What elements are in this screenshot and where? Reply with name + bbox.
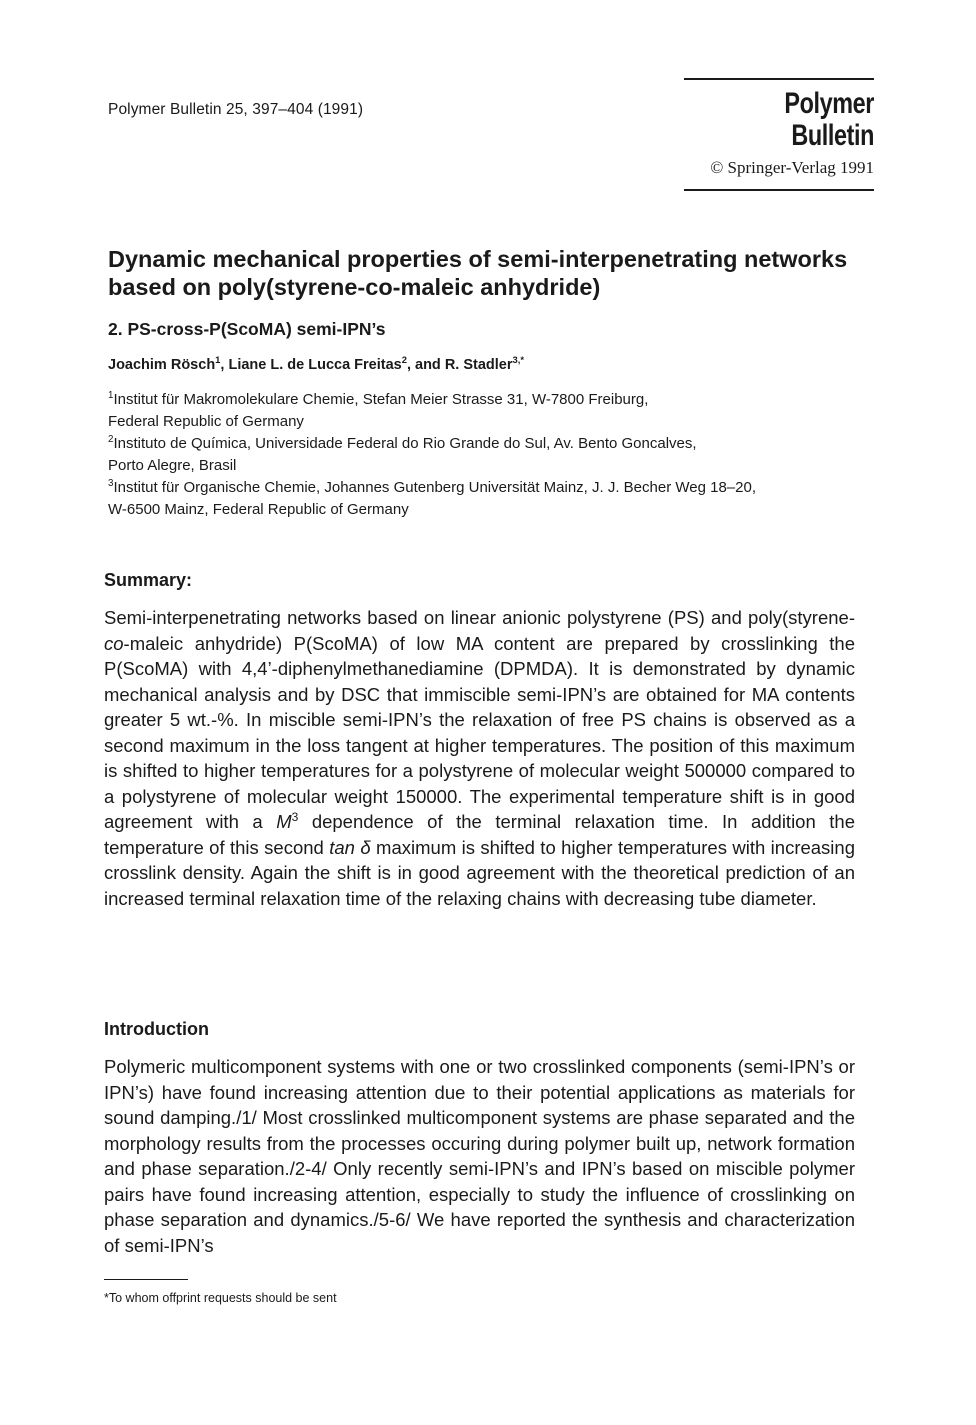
summary-text-3: dependence of the terminal relaxation time. In addition the temperature of this second: [104, 811, 855, 858]
copyright: © Springer-Verlag 1991: [710, 158, 874, 177]
brand-rule-bottom: [684, 189, 874, 191]
affiliation-cont: Porto Alegre, Brasil: [108, 457, 237, 474]
footnote-mark: *: [104, 1291, 109, 1305]
author-1: Joachim Rösch: [108, 357, 216, 373]
affiliation-cont: Federal Republic of Germany: [108, 413, 304, 430]
footnote: [104, 1291, 337, 1305]
affiliation-text: Instituto de Química, Universidade Federal do Rio Grande do Sul, Av. Bento Goncalves,: [113, 435, 697, 452]
summary-text-1: Semi-interpenetrating networks based on linear anionic polystyrene (PS) and poly(styrene-: [104, 607, 855, 628]
summary-heading: Summary:: [104, 570, 193, 590]
footnote-text: To whom offprint requests should be sent: [108, 1291, 337, 1305]
footnote-rule: [104, 1279, 188, 1280]
brand-rule-top: [684, 78, 874, 80]
author-1-sup: 1: [215, 354, 221, 366]
introduction-paragraph: [104, 1054, 855, 1258]
introduction-heading: Introduction: [104, 1019, 209, 1039]
affiliation-sup: 2: [108, 434, 114, 445]
article-subtitle: 2. PS-cross-P(ScoMA) semi-IPN’s: [108, 319, 386, 339]
affiliation-cont: W-6500 Mainz, Federal Republic of Germany: [108, 501, 409, 518]
summary-text-2: -maleic anhydride) P(ScoMA) of low MA content are prepared by crosslinking the P(ScoMA) with 4,4’-diphenylmethanediamine (DPMDA). It is demonstrated by dynamic mechanical analysis and by DSC that immiscible semi-IPN’s are obtained for MA contents greater 5 wt.-%. In miscible semi-IPN’s the relaxation of free PS chains is observed as a second maximum in the loss tangent at higher temperatures. The position of this maximum is shifted to higher temperatures for a polystyrene of molecular weight 500000 compared to a polystyrene of molecular weight 150000. The experimental temperature shift is in good agreement with a: [104, 632, 855, 832]
affiliation-3: [108, 477, 868, 521]
article-title: Dynamic mechanical properties of semi-interpenetrating networks based on poly(styrene-co-maleic anhydride): [108, 246, 848, 300]
author-list: [108, 354, 525, 373]
affiliation-2: [108, 433, 868, 477]
author-3: , and R. Stadler: [406, 357, 513, 373]
introduction-text: Polymeric multicomponent systems with one or two crosslinked components (semi-IPN’s or IPN’s) have found increasing attention due to their potential applications as materials for sound damping./1/ Most crosslinked multicomponent systems are phase separated and the morphology results from the processes occuring during polymer built up, network formation and phase separation./2-4/ Only recently semi-IPN’s and IPN’s based on miscible polymer pairs have found increasing attention, especially to study the influence of crosslinking on phase separation and dynamics./5-6/ We have reported the synthesis and characterization of semi-IPN’s: [104, 1056, 855, 1256]
author-2-sup: 2: [401, 354, 407, 366]
summary-sup-3: 3: [291, 809, 299, 824]
affiliation-text: Institut für Organische Chemie, Johannes Gutenberg Universität Mainz, J. J. Becher Weg 18–20,: [113, 479, 756, 496]
journal-brand: [684, 78, 874, 191]
summary-italic-m: M: [276, 811, 292, 832]
summary-paragraph: [104, 605, 855, 911]
journal-reference: Polymer Bulletin 25, 397–404 (1991): [108, 101, 364, 118]
affiliation-1: [108, 389, 868, 433]
summary-italic-co: co: [104, 632, 124, 654]
author-2: , Liane L. de Lucca Freitas: [220, 357, 402, 373]
affiliation-sup: 1: [108, 390, 114, 401]
author-3-sup: 3,*: [512, 354, 525, 366]
affiliation-sup: 3: [108, 478, 114, 489]
journal-name: Polymer Bulletin: [784, 87, 874, 152]
summary-text-4: maximum is shifted to higher temperatures with increasing crosslink density. Again the shift is in good agreement with the theoretical prediction of an increased terminal relaxation time of the relaxing chains with decreasing tube diameter.: [104, 836, 856, 909]
affiliation-text: Institut für Makromolekulare Chemie, Stefan Meier Strasse 31, W-7800 Freiburg,: [113, 391, 649, 408]
summary-italic-tan: tan δ: [329, 836, 371, 858]
